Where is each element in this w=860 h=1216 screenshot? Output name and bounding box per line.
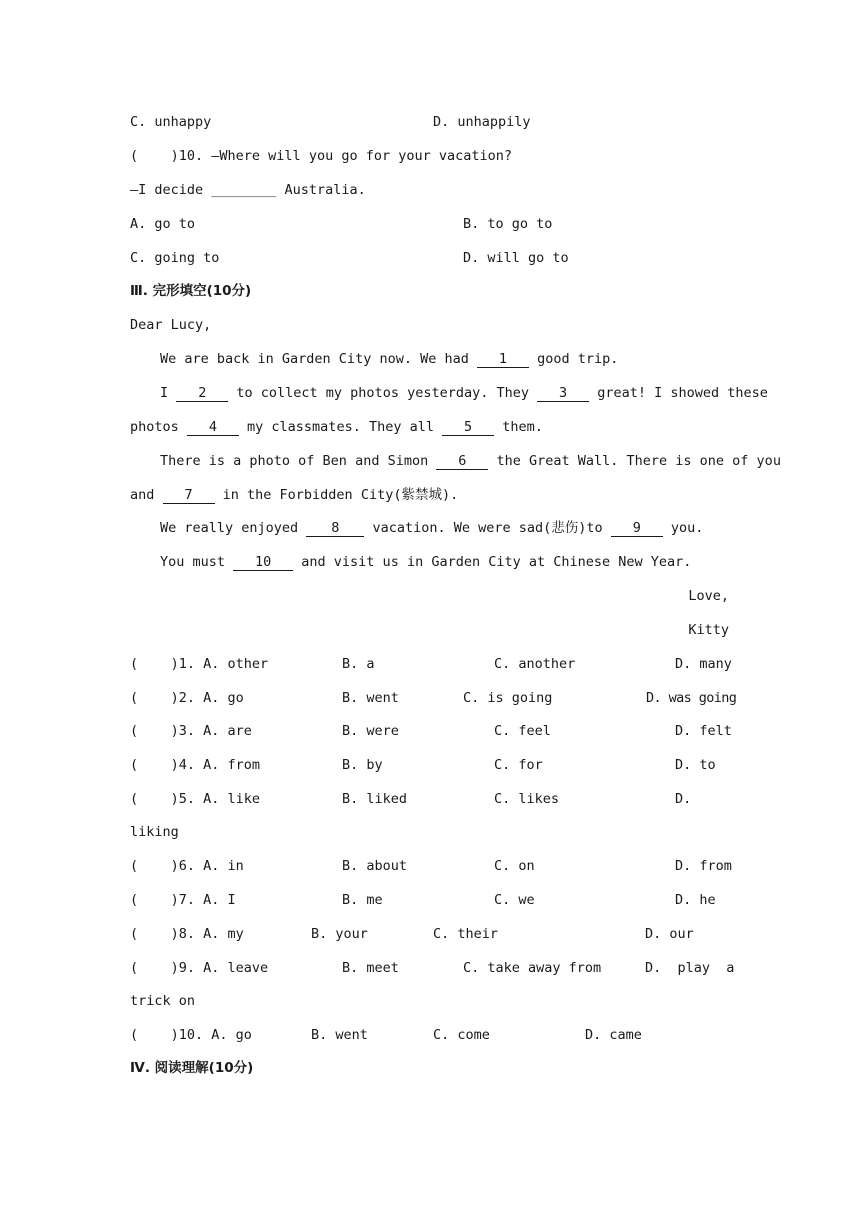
option-row-2-c: C. is going (463, 690, 553, 706)
answer-blank: ________ (211, 182, 277, 198)
letter-text: to collect my photos yesterday. They (228, 385, 538, 401)
letter-text: photos (130, 419, 187, 435)
letter-signature: Kitty (688, 622, 729, 638)
option-b: B. to go to (463, 216, 553, 232)
option-row-8-b: B. your (311, 926, 368, 942)
letter-line (130, 486, 458, 504)
option-row-5-c: C. likes (494, 791, 560, 807)
option-row-10-c: C. come (433, 1027, 490, 1043)
option-row-7-a: ( )7. A. I (130, 892, 236, 908)
option-row-9-b: B. meet (342, 960, 399, 976)
option-c: C. going to (130, 250, 220, 266)
section-title: Ⅳ. 阅读理解(10分) (130, 1060, 254, 1076)
option-row-2-b: B. went (342, 690, 399, 706)
cloze-blank-1: 1 (477, 352, 529, 368)
answer-prefix: —I decide (130, 182, 212, 198)
option-row-7-b: B. me (342, 892, 383, 908)
letter-line (160, 519, 703, 537)
letter-greeting: Dear Lucy, (130, 317, 212, 333)
cloze-blank-3: 3 (537, 386, 589, 402)
option-row-9-c: C. take away from (463, 960, 602, 976)
option-row-8-d: D. our (645, 926, 694, 942)
letter-text: We really enjoyed (160, 520, 307, 536)
option-row-1-a: ( )1. A. other (130, 656, 269, 672)
option-row-7-d: D. he (675, 892, 716, 908)
option-row-4-b: B. by (342, 757, 383, 773)
option-row-9-d: D. play a (645, 960, 735, 976)
cloze-blank-9: 9 (611, 521, 663, 537)
letter-line (160, 553, 691, 571)
letter-text: We are back in Garden City now. We had (160, 351, 477, 367)
option-d: D. will go to (463, 250, 569, 266)
letter-line (160, 384, 768, 402)
letter-text: I (160, 385, 177, 401)
option-row-7-c: C. we (494, 892, 535, 908)
letter-text: in the Forbidden City(紫禁城). (214, 487, 459, 503)
option-row-4-d: D. to (675, 757, 716, 773)
option-row-6-a: ( )6. A. in (130, 858, 244, 874)
option-c: C. unhappy (130, 114, 212, 130)
letter-text: and visit us in Garden City at Chinese New Year. (293, 554, 692, 570)
option-row-5-b: B. liked (342, 791, 408, 807)
answer-suffix: Australia. (276, 182, 366, 198)
letter-text: good trip. (528, 351, 619, 367)
option-row-4-c: C. for (494, 757, 543, 773)
letter-text: and (130, 487, 163, 503)
option-row-2-a: ( )2. A. go (130, 690, 244, 706)
option-row-9-wrap: trick on (130, 993, 196, 1009)
option-row-10-a: ( )10. A. go (130, 1027, 252, 1043)
option-row-9-a: ( )9. A. leave (130, 960, 269, 976)
cloze-blank-5: 5 (442, 420, 494, 436)
answer-paren: ( )10. (130, 148, 212, 164)
cloze-blank-8: 8 (306, 521, 364, 537)
letter-text: vacation. We were sad(悲伤)to (364, 520, 611, 536)
cloze-blank-7: 7 (163, 488, 215, 504)
letter-line (130, 418, 543, 436)
letter-line (160, 350, 618, 368)
letter-text: them. (494, 419, 543, 435)
question-text: —Where will you go for your vacation? (211, 148, 513, 164)
option-row-3-a: ( )3. A. are (130, 723, 252, 739)
letter-line (160, 452, 781, 470)
option-row-5-d: D. (675, 791, 692, 807)
cloze-blank-10: 10 (233, 555, 293, 571)
letter-text: great! I showed these (589, 385, 768, 401)
option-row-6-d: D. from (675, 858, 732, 874)
cloze-blank-4: 4 (187, 420, 239, 436)
section-title: Ⅲ. 完形填空(10分) (130, 283, 252, 299)
option-row-8-c: C. their (433, 926, 499, 942)
cloze-blank-6: 6 (436, 454, 488, 470)
option-row-3-c: C. feel (494, 723, 551, 739)
option-row-5-wrap: liking (130, 824, 179, 840)
option-row-1-d: D. many (675, 656, 732, 672)
option-a: A. go to (130, 216, 196, 232)
letter-text: you. (662, 520, 704, 536)
option-row-3-b: B. were (342, 723, 399, 739)
option-row-1-b: B. a (342, 656, 375, 672)
option-row-5-a: ( )5. A. like (130, 791, 261, 807)
letter-text: You must (160, 554, 234, 570)
question-10 (130, 147, 512, 165)
letter-text: There is a photo of Ben and Simon (160, 453, 437, 469)
option-row-2-d: D. was going (646, 690, 737, 706)
option-row-1-c: C. another (494, 656, 576, 672)
option-row-10-b: B. went (311, 1027, 368, 1043)
option-row-10-d: D. came (585, 1027, 642, 1043)
option-row-4-a: ( )4. A. from (130, 757, 261, 773)
letter-text: the Great Wall. There is one of you (488, 453, 781, 469)
letter-closing: Love, (688, 588, 729, 604)
question-10-answer (130, 181, 366, 199)
option-row-3-d: D. felt (675, 723, 732, 739)
option-row-8-a: ( )8. A. my (130, 926, 244, 942)
option-row-6-b: B. about (342, 858, 408, 874)
option-d: D. unhappily (433, 114, 531, 130)
letter-text: my classmates. They all (238, 419, 443, 435)
cloze-blank-2: 2 (176, 386, 228, 402)
option-row-6-c: C. on (494, 858, 535, 874)
